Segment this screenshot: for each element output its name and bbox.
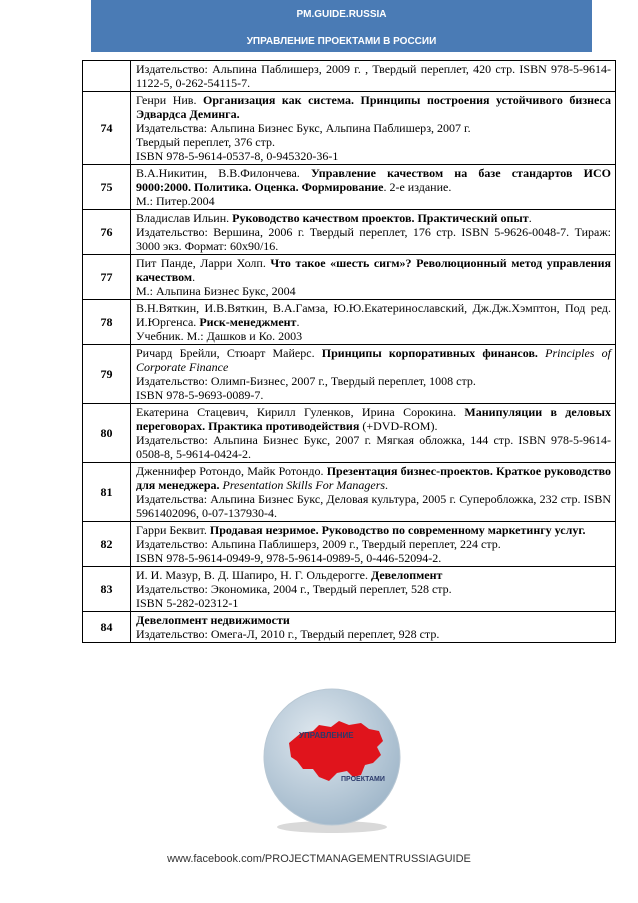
book-title: Управление качеством на базе стандартов ИСО 9000:2000. Политика. Оценка. Формирование [136, 166, 611, 194]
book-title: Руководство качеством проектов. Практический опыт [232, 211, 529, 225]
row-number: 82 [83, 522, 131, 567]
text-segment: Издательство: Альпина Паблишерз, 2009 г. , Твердый переплет, 420 стр. ISBN 978-5-9614-1122-5, 0-262-54115-7. [136, 62, 611, 90]
book-title: Девелопмент [370, 568, 443, 582]
table-row [83, 345, 616, 404]
row-number [83, 61, 131, 92]
table-row [83, 210, 616, 255]
footer-link[interactable]: www.facebook.com/PROJECTMANAGEMENTRUSSIAGUIDE [167, 853, 471, 865]
banner-subtitle: УПРАВЛЕНИЕ ПРОЕКТАМИ В РОССИИ [246, 36, 437, 47]
text-segment: . [192, 270, 196, 284]
description-line [136, 388, 611, 402]
book-description [131, 404, 616, 463]
description-line [136, 211, 611, 225]
description-line [136, 582, 611, 596]
row-number: 77 [83, 255, 131, 300]
description-line [136, 537, 611, 551]
book-description [131, 300, 616, 345]
table-row [83, 255, 616, 300]
text-segment: В.Н.Вяткин, И.В.Вяткин, В.А.Гамза, Ю.Ю.Екатеринославский, Дж.Дж.Хэмптон, Под ред. И.Юргенса. [136, 301, 611, 329]
book-description [131, 165, 616, 210]
text-segment: Издательства: Альпина Бизнес Букс, Альпина Паблишерз, 2007 г. [136, 121, 471, 135]
description-line [136, 433, 611, 461]
logo [257, 685, 407, 835]
book-description [131, 210, 616, 255]
row-number: 76 [83, 210, 131, 255]
book-title-original: Principles of Corporate Finance [136, 346, 611, 374]
book-list-table [82, 60, 616, 643]
text-segment: Учебник. М.: Дашков и Ко. 2003 [136, 329, 303, 343]
text-segment: Пит Панде, Ларри Холп. [136, 256, 271, 270]
book-title: Что такое «шесть сигм»? Революционный метод управления качеством [136, 256, 611, 284]
logo-text-bottom: ПРОЕКТАМИ [341, 776, 385, 783]
book-title: Манипуляции в деловых переговорах. Практика противодействия [136, 405, 611, 433]
book-description [131, 612, 616, 643]
description-line [136, 284, 611, 298]
row-number: 84 [83, 612, 131, 643]
logo-text-top: УПРАВЛЕНИЕ [299, 731, 354, 740]
text-segment: Дженнифер Ротондо, Майк Ротондо. [136, 464, 327, 478]
text-segment: ISBN 978-5-9693-0089-7. [136, 388, 264, 402]
text-segment: . 2-е издание. [383, 180, 452, 194]
table-row [83, 61, 616, 92]
text-segment: М.: Альпина Бизнес Букс, 2004 [136, 284, 296, 298]
header-banner [91, 0, 592, 52]
text-segment: Издательство: Альпина Паблишерз, 2009 г., Твердый переплет, 224 стр. [136, 537, 501, 551]
description-line [136, 492, 611, 520]
book-title-original: Presentation Skills For Managers [222, 478, 386, 492]
text-segment: ISBN 5-282-02312-1 [136, 596, 239, 610]
description-line [136, 464, 611, 492]
globe-icon [257, 685, 407, 835]
text-segment: . [296, 315, 300, 329]
table-row [83, 92, 616, 165]
description-line [136, 166, 611, 194]
book-title: Презентация бизнес-проектов. Краткое руководство для менеджера. [136, 464, 611, 492]
description-line [136, 225, 611, 253]
book-description [131, 61, 616, 92]
table-row [83, 404, 616, 463]
row-number: 81 [83, 463, 131, 522]
text-segment: Издательство: Вершина, 2006 г. Твердый переплет, 176 стр. ISBN 5-9626-0048-7. Тираж: 3000 экз. Формат: 60х90/16. [136, 225, 611, 253]
text-segment: Издательство: Экономика, 2004 г., Твердый переплет, 528 стр. [136, 582, 452, 596]
text-segment: ISBN 978-5-9614-0949-9, 978-5-9614-0989-5, 0-446-52094-2. [136, 551, 442, 565]
book-description [131, 522, 616, 567]
row-number: 83 [83, 567, 131, 612]
book-description [131, 463, 616, 522]
description-line [136, 62, 611, 90]
description-line [136, 613, 611, 627]
book-title: Продавая незримое. Руководство по современному маркетингу услуг. [209, 523, 586, 537]
description-line [136, 121, 611, 135]
text-segment: Генри Нив. [136, 93, 203, 107]
description-line [136, 93, 611, 121]
text-segment: (+DVD-ROM). [359, 419, 438, 433]
book-description [131, 92, 616, 165]
text-segment: М.: Питер.2004 [136, 194, 215, 208]
description-line [136, 596, 611, 610]
description-line [136, 523, 611, 537]
text-segment: Екатерина Стацевич, Кирилл Гуленков, Ирина Сорокина. [136, 405, 465, 419]
text-segment: И. И. Мазур, В. Д. Шапиро, Н. Г. Ольдерогге. [136, 568, 371, 582]
text-segment: Издательство: Альпина Бизнес Букс, 2007 г. Мягкая обложка, 144 стр. ISBN 978-5-9614-0508-8, 5-9614-0424-2. [136, 433, 611, 461]
text-segment: Ричард Брейли, Стюарт Майерс. [136, 346, 322, 360]
table-row [83, 612, 616, 643]
text-segment: . [528, 211, 532, 225]
book-title: Риск-менеджмент [199, 315, 297, 329]
book-description [131, 567, 616, 612]
row-number: 74 [83, 92, 131, 165]
book-title: Организация как система. Принципы построения устойчивого бизнеса Эдвардса Деминга. [136, 93, 612, 121]
book-title: Девелопмент недвижимости [136, 613, 290, 627]
table-row [83, 165, 616, 210]
description-line [136, 135, 611, 149]
text-segment: Издательство: Омега-Л, 2010 г., Твердый переплет, 928 стр. [136, 627, 440, 641]
description-line [136, 346, 611, 374]
text-segment: Твердый переплет, 376 стр. [136, 135, 275, 149]
book-description [131, 255, 616, 300]
table-row [83, 522, 616, 567]
row-number: 78 [83, 300, 131, 345]
text-segment: Гарри Беквит. [136, 523, 210, 537]
description-line [136, 329, 611, 343]
text-segment: Издательства: Альпина Бизнес Букс, Деловая культура, 2005 г. Суперобложка, 232 стр. ISBN 5961402096, 0-07-137930-4. [136, 492, 611, 520]
banner-site-name: PM.GUIDE.RUSSIA [296, 9, 387, 20]
text-segment: . [385, 478, 389, 492]
text-segment: В.А.Никитин, В.В.Филончева. [136, 166, 311, 180]
row-number: 80 [83, 404, 131, 463]
description-line [136, 405, 611, 433]
table-row [83, 463, 616, 522]
description-line [136, 256, 611, 284]
row-number: 79 [83, 345, 131, 404]
description-line [136, 149, 611, 163]
book-description [131, 345, 616, 404]
book-title: Принципы корпоративных финансов. [321, 346, 538, 360]
description-line [136, 551, 611, 565]
description-line [136, 568, 611, 582]
table-row [83, 567, 616, 612]
row-number: 75 [83, 165, 131, 210]
text-segment: ISBN 978-5-9614-0537-8, 0-945320-36-1 [136, 149, 339, 163]
description-line [136, 627, 611, 641]
text-segment: Владислав Ильин. [136, 211, 233, 225]
description-line [136, 194, 611, 208]
description-line [136, 301, 611, 329]
text-segment: Издательство: Олимп-Бизнес, 2007 г., Твердый переплет, 1008 стр. [136, 374, 476, 388]
table-row [83, 300, 616, 345]
description-line [136, 374, 611, 388]
